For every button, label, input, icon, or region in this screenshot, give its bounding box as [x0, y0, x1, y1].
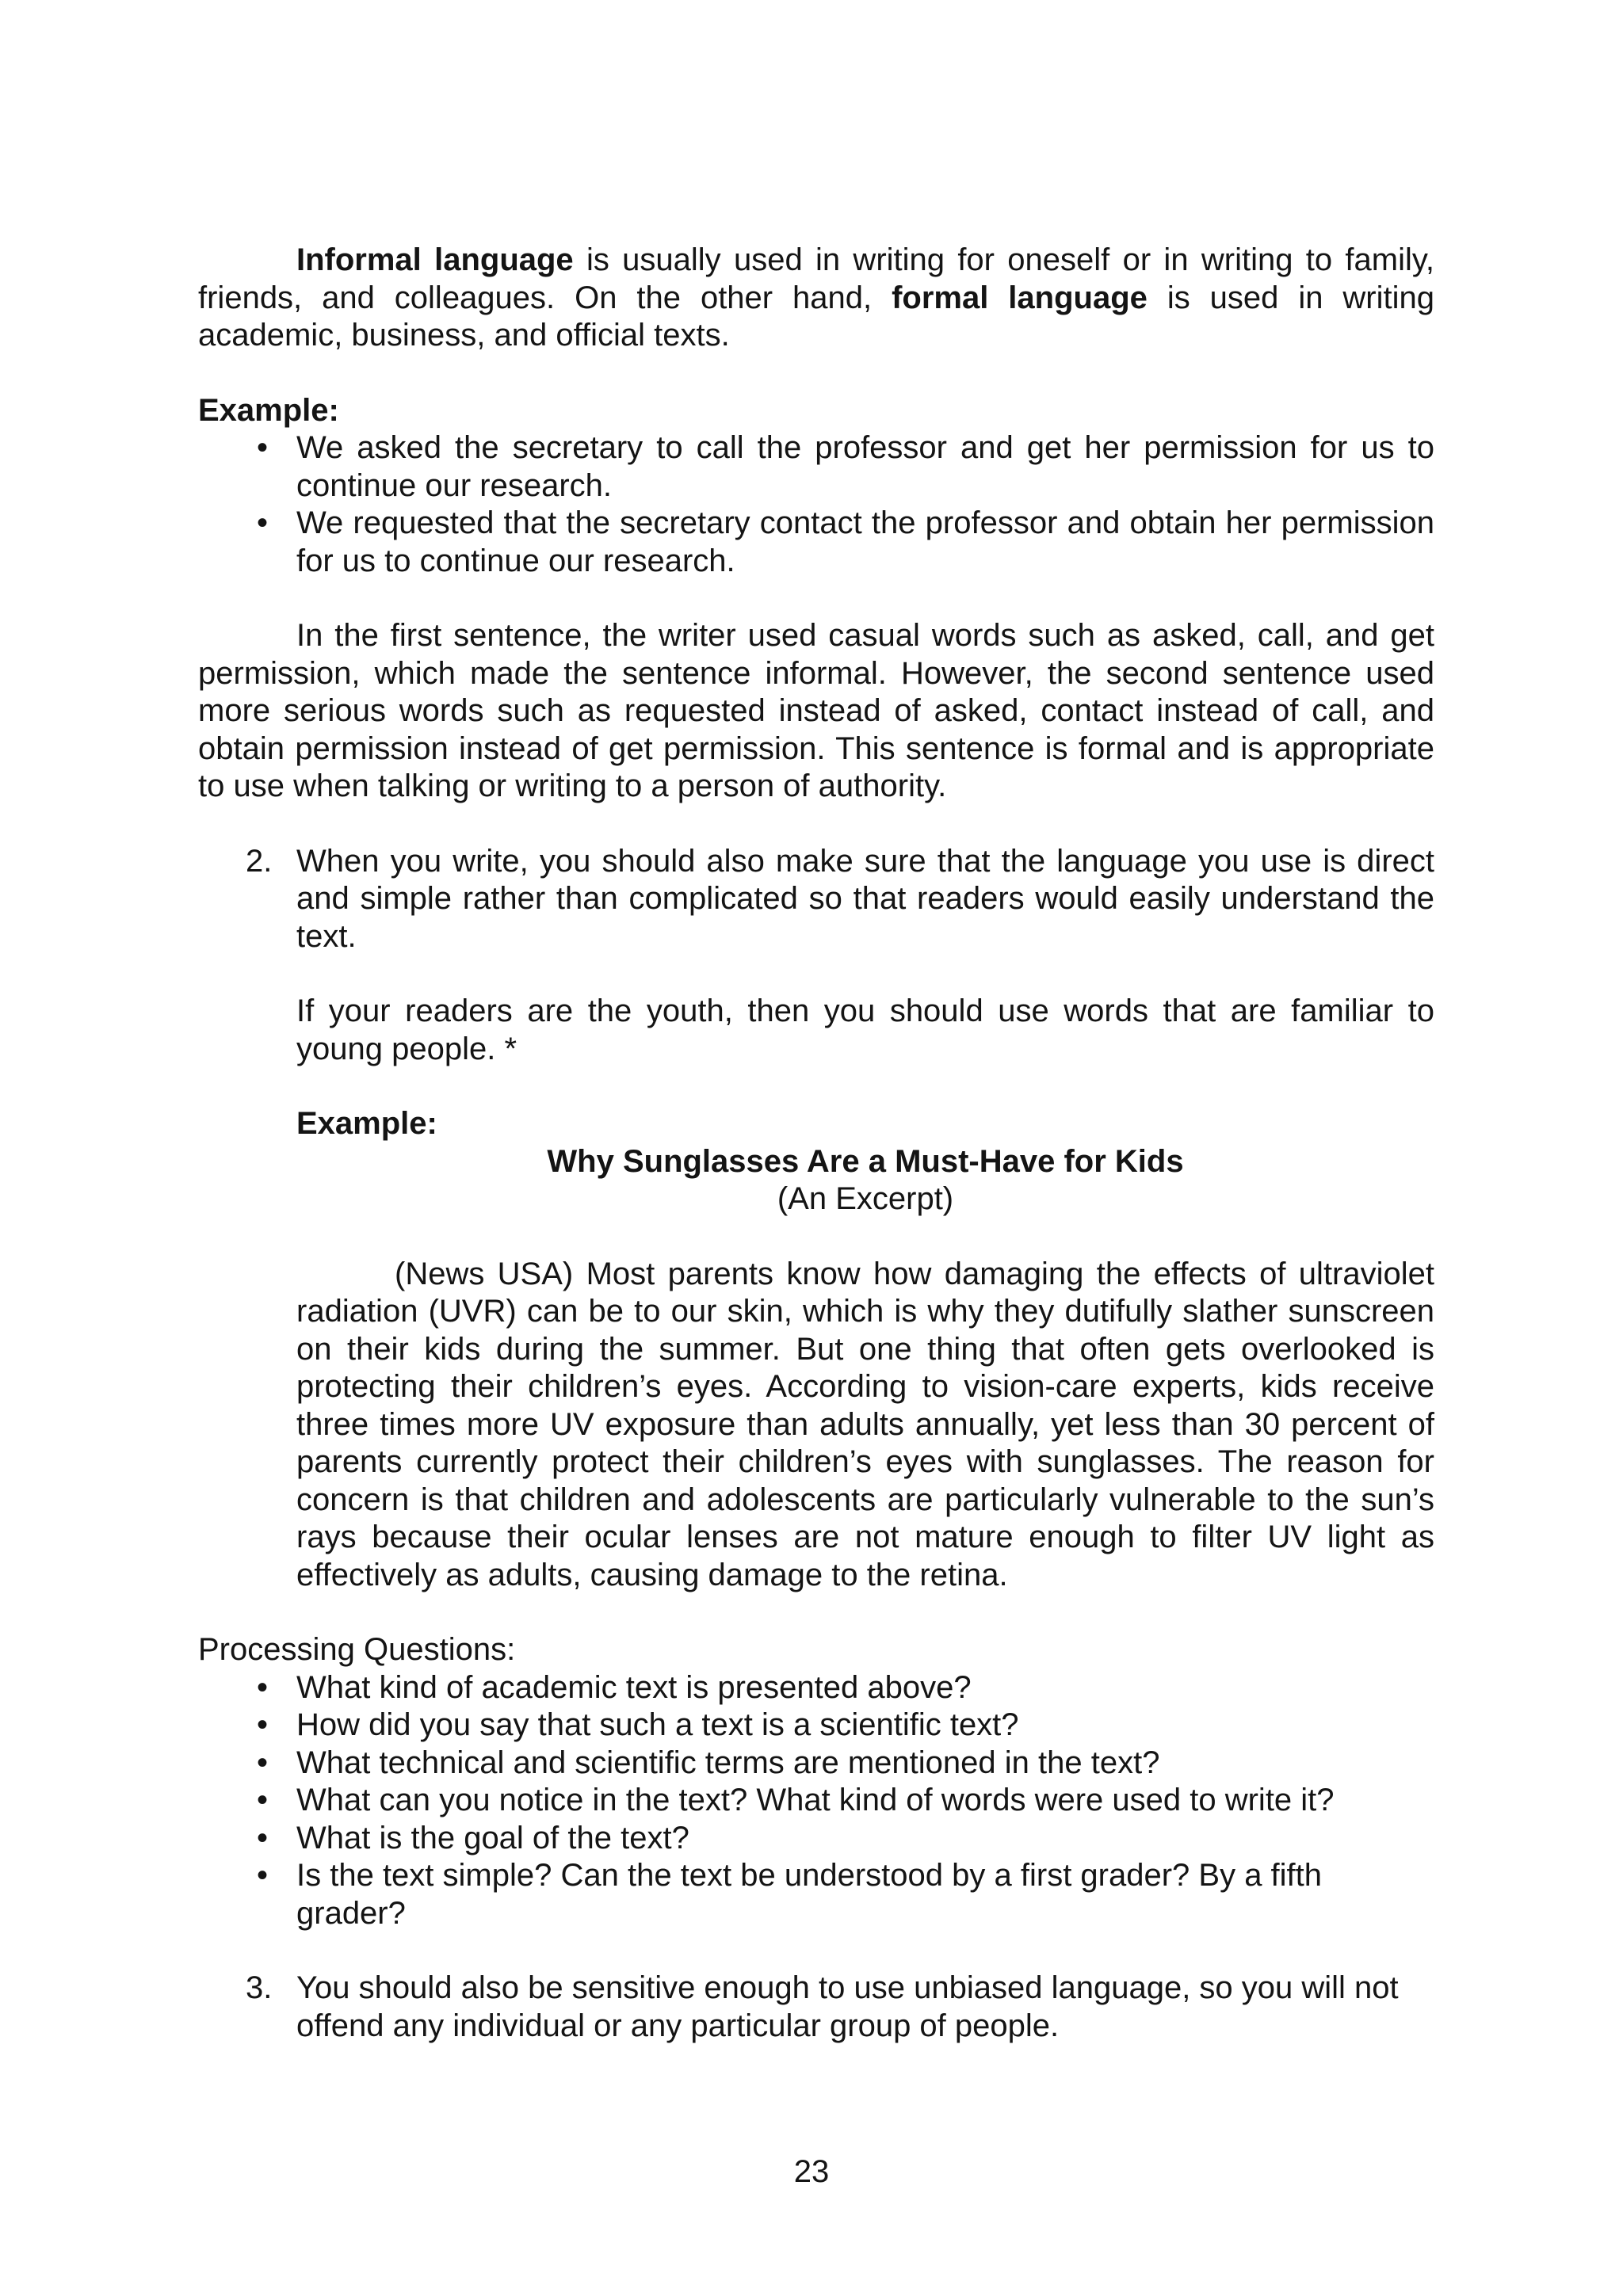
intro-text-1: is usually used in writing for oneself or in writing to family, friends, and colleagues. On the other hand, — [198, 242, 1435, 315]
list-item: • How did you say that such a text is a scientific text? — [296, 1707, 1434, 1745]
excerpt-subtitle: (An Excerpt) — [777, 1181, 954, 1216]
intro-text-2: is used in writing academic, business, and official texts. — [198, 280, 1434, 353]
example-heading-2: Example: — [296, 1106, 437, 1141]
point-number: 2. — [246, 843, 273, 879]
list-item: • We requested that the secretary contact the professor and obtain her permission for us to continue our research. — [296, 505, 1434, 580]
processing-heading: Processing Questions: — [198, 1632, 516, 1667]
bullet-icon: • — [256, 1745, 268, 1780]
bullet-icon: • — [256, 1858, 268, 1893]
bullet-icon: • — [256, 1783, 268, 1817]
point-3 — [198, 1970, 1434, 2045]
example-list — [198, 429, 1434, 580]
term-informal-language: Informal language — [296, 242, 574, 277]
excerpt-body: (News USA) Most parents know how damaging the effects of ultraviolet radiation (UVR) can be to our skin, which is why they dutifully slather sunscreen on their kids during the summer. But one thing that often gets overlooked is protecting their children’s eyes. According to vision-care experts, kids receive three times more UV exposure than adults annually, yet less than 30 percent of parents currently protect their children’s eyes with sunglasses. The reason for concern is that children and adolescents are particularly vulnerable to the sun’s rays because their ocular lenses are not mature enough to filter UV light as effectively as adults, causing damage to the retina. — [296, 1256, 1434, 1592]
point-2 — [198, 843, 1434, 956]
bullet-icon: • — [256, 430, 268, 465]
bullet-icon: • — [256, 505, 268, 540]
youth-paragraph: If your readers are the youth, then you should use words that are familiar to young people. * — [296, 994, 1434, 1066]
point-3-text: You should also be sensitive enough to use unbiased language, so you will not offend any individual or any particular group of people. — [296, 1970, 1399, 2043]
point-2-text: When you write, you should also make sure that the language you use is direct and simple rather than complicated so that readers would easily understand the text. — [296, 843, 1434, 954]
processing-questions-list — [198, 1669, 1434, 1933]
explanation-paragraph: In the first sentence, the writer used casual words such as asked, call, and get permission, which made the sentence informal. However, the second sentence used more serious words such as requested instead of asked, contact instead of call, and obtain permission instead of get permission. This sentence is formal and is appropriate to use when talking or writing to a person of authority. — [198, 618, 1434, 803]
list-item: • What can you notice in the text? What kind of words were used to write it? — [296, 1782, 1434, 1820]
list-item: • What kind of academic text is presented above? — [296, 1669, 1434, 1707]
page-number: 23 — [793, 2154, 830, 2189]
excerpt-title: Why Sunglasses Are a Must-Have for Kids — [547, 1143, 1184, 1179]
intro-paragraph — [198, 242, 1434, 355]
list-item: • Is the text simple? Can the text be understood by a first grader? By a fifth grader? — [296, 1857, 1434, 1932]
list-item: • What is the goal of the text? — [296, 1820, 1434, 1858]
bullet-icon: • — [256, 1669, 268, 1705]
page-content — [198, 242, 1434, 2045]
bullet-icon: • — [256, 1707, 268, 1742]
term-formal-language: formal language — [892, 280, 1148, 315]
example-heading: Example: — [198, 392, 339, 428]
list-item: • What technical and scientific terms are mentioned in the text? — [296, 1745, 1434, 1783]
point-number: 3. — [246, 1970, 273, 2005]
list-item: • We asked the secretary to call the professor and get her permission for us to continue our research. — [296, 429, 1434, 505]
bullet-icon: • — [256, 1820, 268, 1855]
